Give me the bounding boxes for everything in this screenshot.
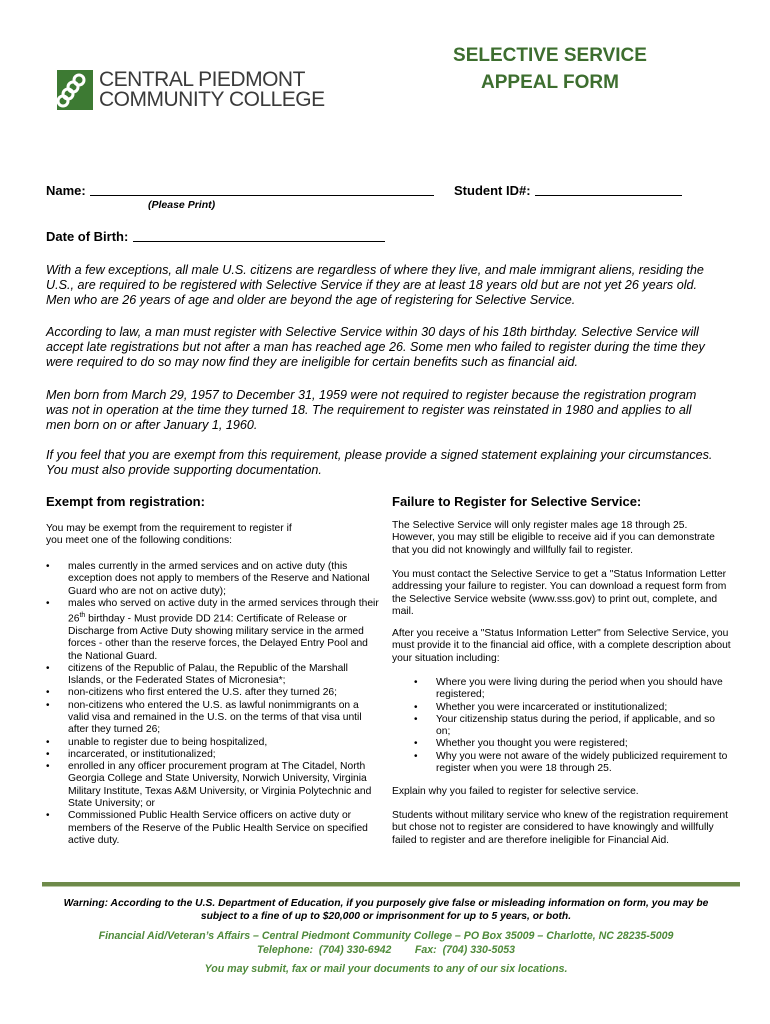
bullet-icon: •	[46, 736, 50, 748]
intro-paragraph-4: If you feel that you are exempt from this requirement, please provide a signed statement explaining your circumstances. You must also provide supporting documentation.	[46, 448, 713, 477]
list-item: • Whether you were incarcerated or institutionalized;	[414, 701, 668, 713]
form-title	[420, 42, 680, 96]
bullet-icon: •	[414, 750, 418, 762]
list-item: • males currently in the armed services and on active duty (this exception does not apply to members of the Reserve and National Guard who are not on active duty);	[46, 561, 370, 597]
footer-divider	[42, 882, 740, 887]
exempt-list	[46, 561, 380, 847]
bullet-icon: •	[46, 748, 50, 760]
dob-field[interactable]	[133, 229, 385, 242]
list-item: • non-citizens who first entered the U.S. after they turned 26;	[46, 687, 338, 699]
bullet-icon: •	[414, 701, 418, 713]
intro-paragraph-2: According to law, a man must register with Selective Service within 30 days of his 18th birthday. Selective Service will accept late registrations but not after a man has reached age 26. Some men who failed to register during the time they were required to do so may now find they are ineligible for certain benefits such as financial aid.	[46, 325, 705, 369]
name-hint: (Please Print)	[148, 199, 216, 211]
form-title-line1: SELECTIVE SERVICE	[453, 45, 647, 66]
failure-paragraph-5: Students without military service who knew of the registration requirement but chose not to register are considered to have knowingly and willfully failed to register and are therefore ineligible for Financial Aid.	[392, 810, 728, 846]
cpcc-logo-icon	[57, 70, 93, 110]
list-item: • males who served on active duty in the armed services through their 26th birthday - Must provide DD 214: Certificate of Release or Discharge from Active Duty showing military service in the armed forces - other than the reserve forces, the Delayed Entry Pool and the National Guard.	[46, 597, 379, 662]
list-item: • enrolled in any officer procurement program at The Citadel, North Georgia College and State University, Norwich University, Virginia Military Institute, Texas A&M University, or Virginia Polytechnic and State University; or	[46, 761, 372, 810]
list-item: • non-citizens who entered the U.S. as lawful nonimmigrants on a valid visa and remained in the U.S. on the terms of that visa until after they turned 26;	[46, 699, 362, 736]
name-field[interactable]	[90, 183, 434, 196]
failure-paragraph-1: The Selective Service will only register males age 18 through 25. However, you may still be eligible to receive aid if you can demonstrate that you did not knowingly and willfully fail to register.	[392, 520, 715, 556]
footer-submit-note: You may submit, fax or mail your documents to any of our six locations.	[204, 963, 568, 975]
list-item: • citizens of the Republic of Palau, the Republic of the Marshall Islands, or the Federated States of Micronesia*;	[46, 662, 348, 687]
intro-paragraph-3: Men born from March 29, 1957 to December 31, 1959 were not required to register because the registration program was not in operation at the time they turned 18. The requirement to register was reinstated in 1980 and applies to all men born on or after January 1, 1960.	[46, 388, 697, 432]
list-item: • incarcerated, or institutionalized;	[46, 748, 216, 760]
failure-paragraph-4: Explain why you failed to register for selective service.	[392, 786, 639, 797]
student-id-field[interactable]	[535, 183, 682, 196]
logo-text-line1: CENTRAL PIEDMONT	[99, 68, 305, 91]
warning-text: Warning: According to the U.S. Department of Education, if you purposely give false or misleading information on form, you may be subject to a fine of up to $20,000 or imprisonment for up to 5 years, or both.	[63, 898, 709, 922]
exempt-heading: Exempt from registration:	[46, 494, 205, 509]
bullet-icon: •	[414, 738, 418, 750]
exempt-intro: You may be exempt from the requirement to register if you meet one of the following conditions:	[46, 523, 292, 547]
bullet-icon: •	[46, 699, 50, 711]
name-label: Name:	[46, 183, 86, 198]
dob-label: Date of Birth:	[46, 229, 129, 244]
logo-text-line2: COMMUNITY COLLEGE	[99, 88, 325, 111]
failure-paragraph-2: You must contact the Selective Service to get a "Status Information Letter addressing your failure to register. You can download a request form from the Selective Service website (www.sss.gov) to print out, complete, and mail.	[392, 569, 727, 617]
bullet-icon: •	[46, 761, 50, 773]
intro-paragraph-1: With a few exceptions, all male U.S. citizens are regardless of where they live, and male immigrant aliens, residing the U.S., are required to be registered with Selective Service if they are at least 18 years old but are not yet 26 years old. Men who are 26 years of age and older are beyond the age of registering for Selective Service.	[46, 263, 704, 307]
footer-phone: Telephone: (704) 330-6942 Fax: (704) 330-5053	[256, 944, 516, 956]
bullet-icon: •	[46, 810, 50, 822]
list-item: • Your citizenship status during the period, if applicable, and so on;	[414, 713, 715, 738]
bullet-icon: •	[46, 597, 50, 609]
list-item: • unable to register due to being hospitalized,	[46, 736, 268, 748]
bullet-icon: •	[414, 713, 418, 725]
footer-address: Financial Aid/Veteran’s Affairs – Central Piedmont Community College – PO Box 35009 – Charlotte, NC 28235-5009	[98, 930, 674, 942]
list-item: • Why you were not aware of the widely publicized requirement to register when you were 18 through 25.	[414, 750, 728, 775]
student-id-label: Student ID#:	[454, 183, 531, 198]
bullet-icon: •	[46, 662, 50, 674]
bullet-icon: •	[46, 687, 50, 699]
bullet-icon: •	[46, 561, 50, 572]
college-logo	[57, 68, 325, 112]
failure-heading: Failure to Register for Selective Service:	[392, 494, 642, 509]
situation-list	[392, 677, 732, 775]
bullet-icon: •	[414, 677, 418, 688]
list-item: • Commissioned Public Health Service officers on active duty or members of the Reserve of the Public Health Service on specified active duty.	[46, 810, 368, 846]
failure-paragraph-3: After you receive a "Status Information Letter" from Selective Service, you must provide it to the financial aid office, with a complete description about your situation including:	[392, 628, 731, 664]
list-item: • Where you were living during the period when you should have registered;	[414, 677, 723, 701]
list-item: • Whether you thought you were registered;	[414, 738, 628, 750]
form-title-line2: APPEAL FORM	[481, 72, 619, 93]
